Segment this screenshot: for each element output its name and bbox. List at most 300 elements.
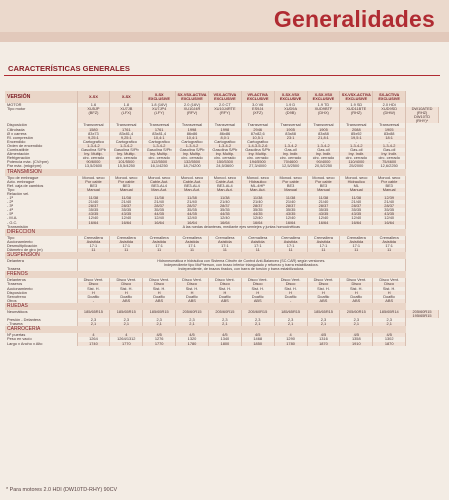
section-divider [4, 75, 440, 76]
table-cell: 1.8 (16V) [143, 103, 176, 107]
table-cell: Sist. H. [241, 287, 274, 291]
table-cell: 2,1 [274, 322, 307, 326]
table-cell: circ. cerrado [373, 156, 406, 160]
table-cell: Cremallera [274, 236, 307, 240]
table-cell: 16,1/4250 [143, 164, 176, 168]
table-cell: 28/37 [274, 204, 307, 208]
table-cell: Disco Vent. [373, 278, 406, 282]
table-cell: 101/5500 [110, 160, 143, 164]
table-cell: ABS [307, 299, 340, 303]
table-cell: 28/37 [340, 204, 373, 208]
table-cell: 17:1 [373, 244, 406, 248]
section-label: CARROCERÍA [5, 326, 406, 333]
table-cell: 28/37 [110, 204, 143, 208]
table-cell: Man-Aut. [241, 188, 274, 192]
table-cell: 2088 [340, 128, 373, 132]
table-cell: 28/37 [208, 204, 241, 208]
table-cell: Disco [274, 282, 307, 286]
table-cell: Cremallera [143, 236, 176, 240]
table-cell: 11 [110, 248, 143, 252]
table-cell: Transversal [208, 123, 241, 127]
table-cell: Monod. seco [340, 176, 373, 180]
table-cell: - [274, 140, 307, 144]
row-label: Diámetro de giro (m) [5, 248, 77, 252]
table-cell: 1905 [307, 128, 340, 132]
table-cell: ABS [340, 299, 373, 303]
table-cell: - [373, 140, 406, 144]
table-cell: 12/40 [307, 216, 340, 220]
table-cell: 1320 [176, 337, 209, 341]
table-cell: Iny. Indir. [373, 152, 406, 156]
table-cell: 21/40 [176, 200, 209, 204]
table-cell: Iny. Multip. [110, 152, 143, 156]
table-cell: Transversal [307, 123, 340, 127]
table-cell: 16/64 [110, 221, 143, 225]
table-cell: 1770 [110, 342, 143, 346]
table-cell: Disco Vent. [307, 278, 340, 282]
table-cell: 86x86 [176, 132, 209, 136]
table-cell: Doaflic [373, 295, 406, 299]
table-cell: Manual [307, 188, 340, 192]
table-cell: 21,8:1 [307, 136, 340, 140]
table-cell: 112/5500 [143, 160, 176, 164]
table-cell: 4 [274, 333, 307, 337]
table-section-row [5, 169, 439, 176]
table-cell: 90/4000 [307, 160, 340, 164]
table-cell: 43/35 [373, 212, 406, 216]
row-note: Hidroneumática e hidráulica con Sistema Citroën de Control Anti-Balanceo (SC.CAR) según versiones. Independiente tipo McPherson, con brazo inferior triangulado y refuerzo y barra estabilizadora. [77, 259, 406, 267]
table-cell: 2,3 [110, 318, 143, 322]
version-col-header: SX-ACTIVA EXCLUSIVE [373, 91, 406, 103]
table-row [5, 342, 439, 346]
table-cell: 11 [241, 248, 274, 252]
table-cell: 150/5300 [208, 160, 241, 164]
row-label: - M.A. [5, 216, 77, 220]
table-cell: 1316 [307, 337, 340, 341]
table-cell: Cable-Aut. [208, 180, 241, 184]
table-cell: 35/35 [143, 208, 176, 212]
row-label: Ref. caja de cambios [5, 184, 77, 188]
table-cell: Sist. H. [307, 287, 340, 291]
table-cell: Disco [340, 282, 373, 286]
table-cell: BE3-AL4 [143, 184, 176, 188]
table-cell: 16/64 [340, 221, 373, 225]
table-cell: 11 [373, 248, 406, 252]
table-cell: 4 [77, 333, 110, 337]
row-label: Ø x carrera [5, 132, 77, 136]
table-cell: Por cable [77, 180, 110, 184]
table-cell: 2,3 [208, 318, 241, 322]
table-cell: 1761 [110, 128, 143, 132]
row-note: Independiente, de brazos tirados, con barra de torsión y barra estabilizadora. [77, 267, 406, 271]
section-label: SUSPENSIÓN [5, 252, 406, 259]
table-cell: 35/35 [208, 208, 241, 212]
table-cell: Sist. H. [373, 287, 406, 291]
table-row [5, 310, 439, 318]
table-cell: Doaflic [241, 295, 274, 299]
table-cell: 43/35 [307, 212, 340, 216]
table-cell: Monod. seco [176, 176, 209, 180]
table-cell: Doaflic [340, 295, 373, 299]
table-cell: 43/35 [110, 212, 143, 216]
table-cell: Transversal [340, 123, 373, 127]
row-label: Delanteros [5, 278, 77, 282]
row-label: Otros [5, 299, 77, 303]
table-cell: 185/65R15 [307, 310, 340, 318]
table-cell: 87x82,6 [241, 132, 274, 136]
table-cell: XU7JB (LFX) [110, 107, 143, 123]
table-cell: Monod. seco [307, 176, 340, 180]
table-cell: 12/39 [373, 196, 406, 200]
table-cell: 1905 [373, 128, 406, 132]
table-cell: Transversal [241, 123, 274, 127]
row-label: Rl. compresión [5, 136, 77, 140]
table-cell: 2.0 CT [208, 103, 241, 107]
row-note: A las ruedas delanteras, mediante ejes semiejes y juntas homocinéticas [77, 225, 406, 229]
table-cell: Disco [77, 282, 110, 286]
table-cell: Manual [274, 188, 307, 192]
table-cell: 4/5 [373, 333, 406, 337]
table-cell: ABS [241, 299, 274, 303]
row-label: Peso en vacío [5, 337, 77, 341]
table-cell: Cartografico [77, 140, 110, 144]
table-cell: 17:1 [77, 244, 110, 248]
table-cell: Gasolina S/Pb [110, 148, 143, 152]
table-cell: 1850 [241, 342, 274, 346]
table-cell: Disco [176, 282, 209, 286]
table-cell: 11 [143, 248, 176, 252]
table-cell: Asistida [340, 240, 373, 244]
table-cell: Disco Vent. [143, 278, 176, 282]
table-cell: H [176, 291, 209, 295]
section-title: CARACTERÍSTICAS GENERALES [8, 64, 130, 73]
table-cell: Manual [373, 188, 406, 192]
table-cell: Sist. H. [274, 287, 307, 291]
table-cell: ABS [208, 299, 241, 303]
table-cell: Sist. H. [176, 287, 209, 291]
table-cell: 194/5500 [241, 160, 274, 164]
table-cell: Gas-oil [340, 148, 373, 152]
table-cell: Cartografico [208, 140, 241, 144]
table-cell: 2,3 [143, 318, 176, 322]
table-cell: Asistida [143, 240, 176, 244]
version-col-header: SX-VSX-ACTIVA EXCLUSIVE [341, 93, 371, 101]
table-cell: BE3 [110, 184, 143, 188]
table-cell: 43/35 [274, 212, 307, 216]
table-cell: BE3 [373, 184, 406, 188]
table-cell: 18:1 [373, 136, 406, 140]
table-cell: Disco [307, 282, 340, 286]
table-cell: 12/40 [176, 216, 209, 220]
table-cell: Hidraulico [340, 180, 373, 184]
table-cell: 70/4600 [274, 160, 307, 164]
table-cell: 10,5:1 [241, 136, 274, 140]
table-cell: H [77, 291, 110, 295]
table-cell: 185/65R15 [274, 310, 307, 318]
table-cell: 1.8 [110, 103, 143, 107]
table-cell: 1.9 D [274, 103, 307, 107]
table-cell: Iny. Multip. [208, 152, 241, 156]
row-label: - Trasera [5, 322, 77, 326]
table-cell: ML-4HP [241, 184, 274, 188]
row-label: Presión - Delantera [5, 318, 77, 322]
page-title: Generalidades [273, 6, 435, 32]
table-cell: XU10J4R (RFV) [176, 107, 209, 123]
table-cell: Iny. Multip. [176, 152, 209, 156]
table-cell: 16/64 [307, 221, 340, 225]
table-cell: ABS [176, 299, 209, 303]
table-cell: 21/40 [208, 200, 241, 204]
table-cell: 16/64 [274, 221, 307, 225]
table-cell: 2,1 [208, 322, 241, 326]
table-cell: 83x88 [373, 132, 406, 136]
table-cell: XU7JP4 (LFY) [143, 107, 176, 123]
row-label: Potencia máx. (CV/rpm) [5, 160, 77, 164]
table-cell: Disco Vent. [208, 278, 241, 282]
table-cell: H [274, 291, 307, 295]
table-cell: 205/60R15 195/65R15 [406, 310, 439, 318]
table-cell: 110/4000 [340, 160, 373, 164]
table-cell: H [110, 291, 143, 295]
table-cell: 1358 [340, 337, 373, 341]
table-cell: Gasolina S/Pb [143, 148, 176, 152]
table-cell: 16/64 [373, 221, 406, 225]
table-cell: Gas-oil [307, 148, 340, 152]
table-cell: Cartografico [241, 140, 274, 144]
table-cell: 21/40 [110, 200, 143, 204]
table-cell: 2,1 [176, 322, 209, 326]
row-label: Tipo motor [5, 107, 77, 123]
table-cell: Sist. H. [143, 287, 176, 291]
table-cell: circ. cerrado [143, 156, 176, 160]
table-cell: 2,1 [143, 322, 176, 326]
table-cell: Sist. H. [208, 287, 241, 291]
table-cell: Disco [208, 282, 241, 286]
table-cell: 23:1 [274, 136, 307, 140]
table-cell: 85x92 [340, 132, 373, 136]
section-label: RUEDAS [5, 303, 406, 310]
table-cell: 28/37 [307, 204, 340, 208]
table-cell: 21/40 [340, 200, 373, 204]
table-cell: H [241, 291, 274, 295]
table-cell: 28/37 [77, 204, 110, 208]
table-cell: Monod. seco [373, 176, 406, 180]
table-cell: 21/40 [307, 200, 340, 204]
table-cell: Iny. Indir. [274, 152, 307, 156]
table-cell: 9,25:1 [77, 136, 110, 140]
table-cell: Disco Vent. [110, 278, 143, 282]
table-cell: Doaflic [110, 295, 143, 299]
table-cell: H [208, 291, 241, 295]
table-cell: 1905 [274, 128, 307, 132]
table-cell: 4/5 [241, 333, 274, 337]
table-cell: 205/60R15 [241, 310, 274, 318]
table-cell: 2,3 [307, 318, 340, 322]
version-col-header: SX-VSX-ACTIVA EXCLUSIVE [177, 93, 207, 101]
table-cell: Doaflic [307, 295, 340, 299]
table-body [5, 103, 439, 346]
table-cell: 12/40 [143, 216, 176, 220]
table-cell: 11 [176, 248, 209, 252]
table-cell: Doaflic [143, 295, 176, 299]
table-cell: 3.0 V6 [241, 103, 274, 107]
table-cell: 4/5 [307, 333, 340, 337]
table-cell: 44/35 [176, 212, 209, 216]
table-section-row [5, 229, 439, 236]
specs-table [5, 91, 439, 346]
table-cell: 11 [77, 248, 110, 252]
table-cell: Manual [340, 188, 373, 192]
table-cell: 1264/1312 [110, 337, 143, 341]
footnote: * Para motores 2.0 HDI (DW10TD-RHY) 90CV [6, 487, 118, 493]
table-cell: 12/40 [77, 216, 110, 220]
table-cell: Doaflic [176, 295, 209, 299]
table-cell: Disco [143, 282, 176, 286]
row-label: Nº puertas [5, 333, 77, 337]
table-cell: BE3 [274, 184, 307, 188]
table-cell: 28/37 [176, 204, 209, 208]
table-cell: 12/40 [110, 216, 143, 220]
table-cell: 2,3 [176, 318, 209, 322]
row-label: - 2ª [5, 200, 77, 204]
table-cell: 12/40 [208, 216, 241, 220]
row-label: Desmultiplicación [5, 244, 77, 248]
table-cell: H [340, 291, 373, 295]
row-label: Accionamiento [5, 287, 77, 291]
table-cell: Cable-Aut. [176, 180, 209, 184]
table-cell: 185/65R14 [373, 310, 406, 318]
table-cell: 2,3 [340, 318, 373, 322]
table-cell: Gas-oil [373, 148, 406, 152]
row-label: - 5ª [5, 212, 77, 216]
table-section-row [5, 252, 439, 259]
table-cell: Iny. Multip. [77, 152, 110, 156]
table-cell: 27,3/4000 [241, 164, 274, 168]
table-cell: 12,6/2250 [373, 164, 406, 168]
table-cell: 12/40 [274, 216, 307, 220]
table-cell: Monod. seco [143, 176, 176, 180]
table-cell: Transversal [274, 123, 307, 127]
table-cell: Sist. H. [110, 287, 143, 291]
table-cell: 11/38 [208, 196, 241, 200]
table-cell: 17:1 [176, 244, 209, 248]
table-cell: 9,25:1 [110, 136, 143, 140]
table-cell: 1.9 SD [340, 103, 373, 107]
table-cell: 18,7/4200 [176, 164, 209, 168]
table-cell: Asistida [373, 240, 406, 244]
table-cell: 1290 [274, 337, 307, 341]
table-cell: 1998 [176, 128, 209, 132]
table-cell: 8,0:1 [208, 136, 241, 140]
table-cell: 21/40 [274, 200, 307, 204]
row-label: Encendido [5, 140, 77, 144]
table-cell: Por cable [110, 180, 143, 184]
table-cell: Cremallera [110, 236, 143, 240]
table-cell: 11/38 [110, 196, 143, 200]
row-label: Par máx. (mkg/rpm) [5, 164, 77, 168]
table-cell: 1998 [208, 128, 241, 132]
table-cell: Iny. Multip. [241, 152, 274, 156]
table-cell: 12/40 [241, 216, 274, 220]
table-cell: Gasolina S/Pb [241, 148, 274, 152]
table-cell: 205/60R15 [340, 310, 373, 318]
table-cell: 1761 [143, 128, 176, 132]
table-cell: Asistida [77, 240, 110, 244]
table-cell: 1910 [340, 342, 373, 346]
table-cell: 35/35 [110, 208, 143, 212]
table-cell: Cartografico [143, 140, 176, 144]
row-label: Largo x Ancho x Alto [5, 342, 77, 346]
table-cell: Cremallera [340, 236, 373, 240]
version-header: VERSIÓN [5, 91, 77, 103]
table-cell: Asistida [208, 240, 241, 244]
table-cell: 75/4600 [373, 160, 406, 164]
table-cell: 24,5/3600 [208, 164, 241, 168]
table-cell: 44/35 [143, 212, 176, 216]
table-cell: 11 [208, 248, 241, 252]
table-cell: 16/64 [208, 221, 241, 225]
table-cell: 2,3 [77, 318, 110, 322]
table-cell: BE3-AL4 [176, 184, 209, 188]
table-cell: 11/38 [340, 196, 373, 200]
table-cell: 4 [110, 333, 143, 337]
row-label: Tipo [5, 236, 77, 240]
table-cell: 1780 [176, 342, 209, 346]
table-cell: 1276 [143, 337, 176, 341]
table-cell: 1770 [143, 342, 176, 346]
table-section-row [5, 271, 439, 278]
table-cell: 1-3-4-2 [307, 144, 340, 148]
table-cell: 4/5 [176, 333, 209, 337]
table-cell: Disco [110, 282, 143, 286]
row-label: - 4ª [5, 208, 77, 212]
table-cell: 4/5 [340, 333, 373, 337]
table-cell: ML [340, 184, 373, 188]
table-cell: 17:1 [340, 244, 373, 248]
table-cell: 205/60R15 [208, 310, 241, 318]
table-cell: 1-3-4-2 [77, 144, 110, 148]
table-cell: Cremallera [241, 236, 274, 240]
row-label: MOTOR [5, 103, 77, 107]
table-cell: Monod. seco [77, 176, 110, 180]
table-cell: Iny. Indir. [340, 152, 373, 156]
table-cell: 44/35 [241, 212, 274, 216]
table-cell: 35/35 [241, 208, 274, 212]
table-cell: 21/40 [241, 200, 274, 204]
table-cell: 2,1 [307, 322, 340, 326]
table-cell: XUD9A (D9B) [274, 107, 307, 123]
table-cell: Monod. seco [208, 176, 241, 180]
table-cell: Gasolina S/Pb [77, 148, 110, 152]
table-cell: Transversal [143, 123, 176, 127]
table-cell: 15,5/4250 [110, 164, 143, 168]
table-section-row [5, 303, 439, 310]
table-cell: circ. cerrado [307, 156, 340, 160]
version-col-header: X-SX [77, 91, 110, 103]
table-cell: Cable-Aut. [143, 180, 176, 184]
row-label: Neumáticos [5, 310, 77, 318]
table-cell: BE3 [307, 184, 340, 188]
table-cell: Iny. Indir. [307, 152, 340, 156]
table-cell: ABS [143, 299, 176, 303]
version-col-header: VSX-ACTIVA EXCLUSIVE [208, 91, 241, 103]
table-cell: Disco Vent. [77, 278, 110, 282]
table-cell: 1-3-4-2 [373, 144, 406, 148]
table-cell: 11/38 [241, 196, 274, 200]
table-cell: 1-3-4-2 [208, 144, 241, 148]
row-label: Alimentación [5, 152, 77, 156]
row-label: Traseros [5, 282, 77, 286]
